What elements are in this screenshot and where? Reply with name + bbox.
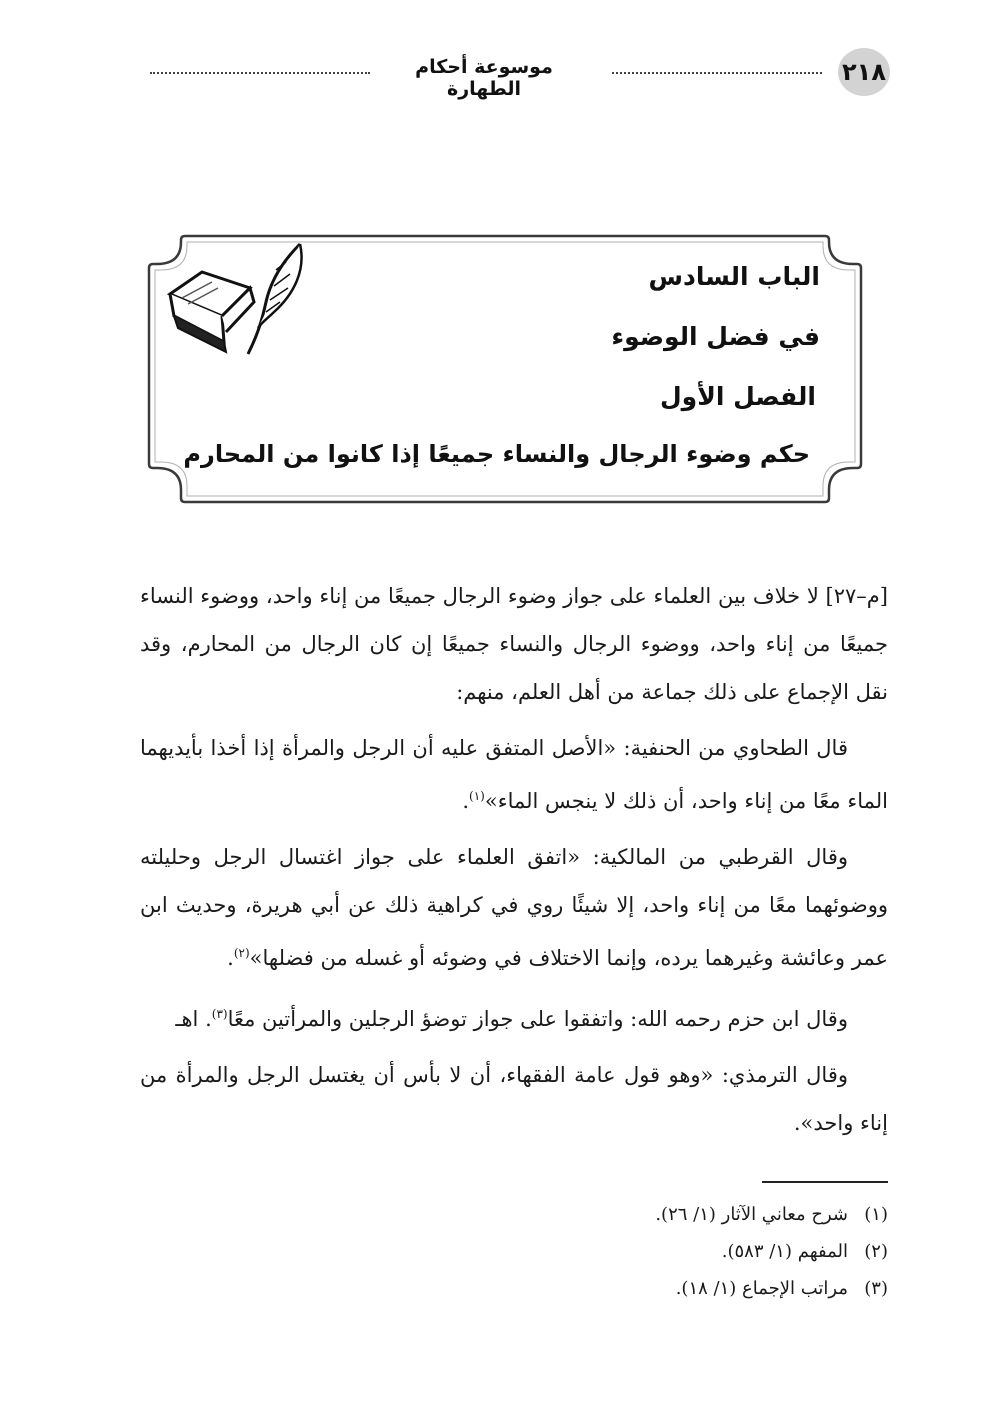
part-title: الباب السادس [648, 262, 820, 291]
header-dotted-rule-right [612, 72, 822, 74]
paragraph-end: . اهـ [175, 1007, 212, 1031]
header-dotted-rule-left [150, 72, 370, 74]
paragraph-text: قال الطحاوي من الحنفية: «الأصل المتفق عليه أن الرجل والمرأة إذا أخذا بأيديهما الماء معًا من إناء واحد، أن ذلك لا ينجس الماء» [140, 736, 888, 813]
paragraph-end: . [227, 946, 234, 970]
book-and-quill-icon [162, 242, 307, 362]
paragraph-text: وقال ابن حزم رحمه الله: واتفقوا على جواز توضؤ الرجلين والمرأتين معًا [227, 1007, 848, 1031]
paragraph [140, 572, 888, 716]
paragraph-text: [م–٢٧] لا خلاف بين العلماء على جواز وضوء الرجال جميعًا من إناء واحد، ووضوء النساء جميعًا من إناء واحد، ووضوء الرجال والنساء جميعًا إن كان الرجال من المحارم، وقد نقل الإجماع على ذلك جماعة من أهل العلم، منهم: [140, 584, 888, 704]
footnote-text: شرح معاني الآثار (١/ ٢٦). [655, 1204, 848, 1225]
paragraph-end: . [462, 789, 470, 813]
footnote-ref: (٢) [233, 946, 250, 960]
footnote-text: المفهم (١/ ٥٨٣). [721, 1241, 848, 1262]
footnote-text: مراتب الإجماع (١/ ١٨). [675, 1278, 848, 1299]
paragraph [140, 833, 888, 982]
footnote [400, 1270, 888, 1307]
footnote [400, 1196, 888, 1233]
page-number: ٢١٨ [838, 48, 890, 96]
footnote-number: (٣) [864, 1278, 888, 1299]
running-title: موسوعة أحكام الطهارة [415, 56, 553, 100]
footnote-separator [762, 1181, 888, 1183]
part-subtitle: في فضل الوضوء [611, 322, 820, 351]
footnote-ref: (١) [469, 789, 485, 803]
paragraph [140, 1051, 888, 1147]
footnote-ref: (٣) [211, 1007, 228, 1021]
footnote-number: (١) [864, 1204, 888, 1225]
chapter-title: الفصل الأول [659, 382, 816, 411]
paragraph [140, 990, 888, 1043]
footnote [400, 1233, 888, 1270]
footnote-number: (٢) [864, 1241, 888, 1262]
section-title: حكم وضوء الرجال والنساء جميعًا إذا كانوا من المحارم [183, 440, 810, 468]
paragraph-text: وقال القرطبي من المالكية: «اتفق العلماء على جواز اغتسال الرجل وحليلته ووضوئهما معًا من إناء واحد، إلا شيئًا روي في كراهية ذلك عن أبي هريرة، وحديث ابن عمر وعائشة وغيرهما يرده، وإنما الاختلاف في وضوئه أو غسله من فضلها» [140, 845, 888, 970]
page-header [140, 48, 890, 98]
paragraph [140, 724, 888, 825]
paragraph-text: وقال الترمذي: «وهو قول عامة الفقهاء، أن لا بأس أن يغتسل الرجل والمرأة من إناء واحد». [140, 1063, 888, 1135]
footnotes [400, 1196, 888, 1307]
main-text [140, 572, 888, 1155]
